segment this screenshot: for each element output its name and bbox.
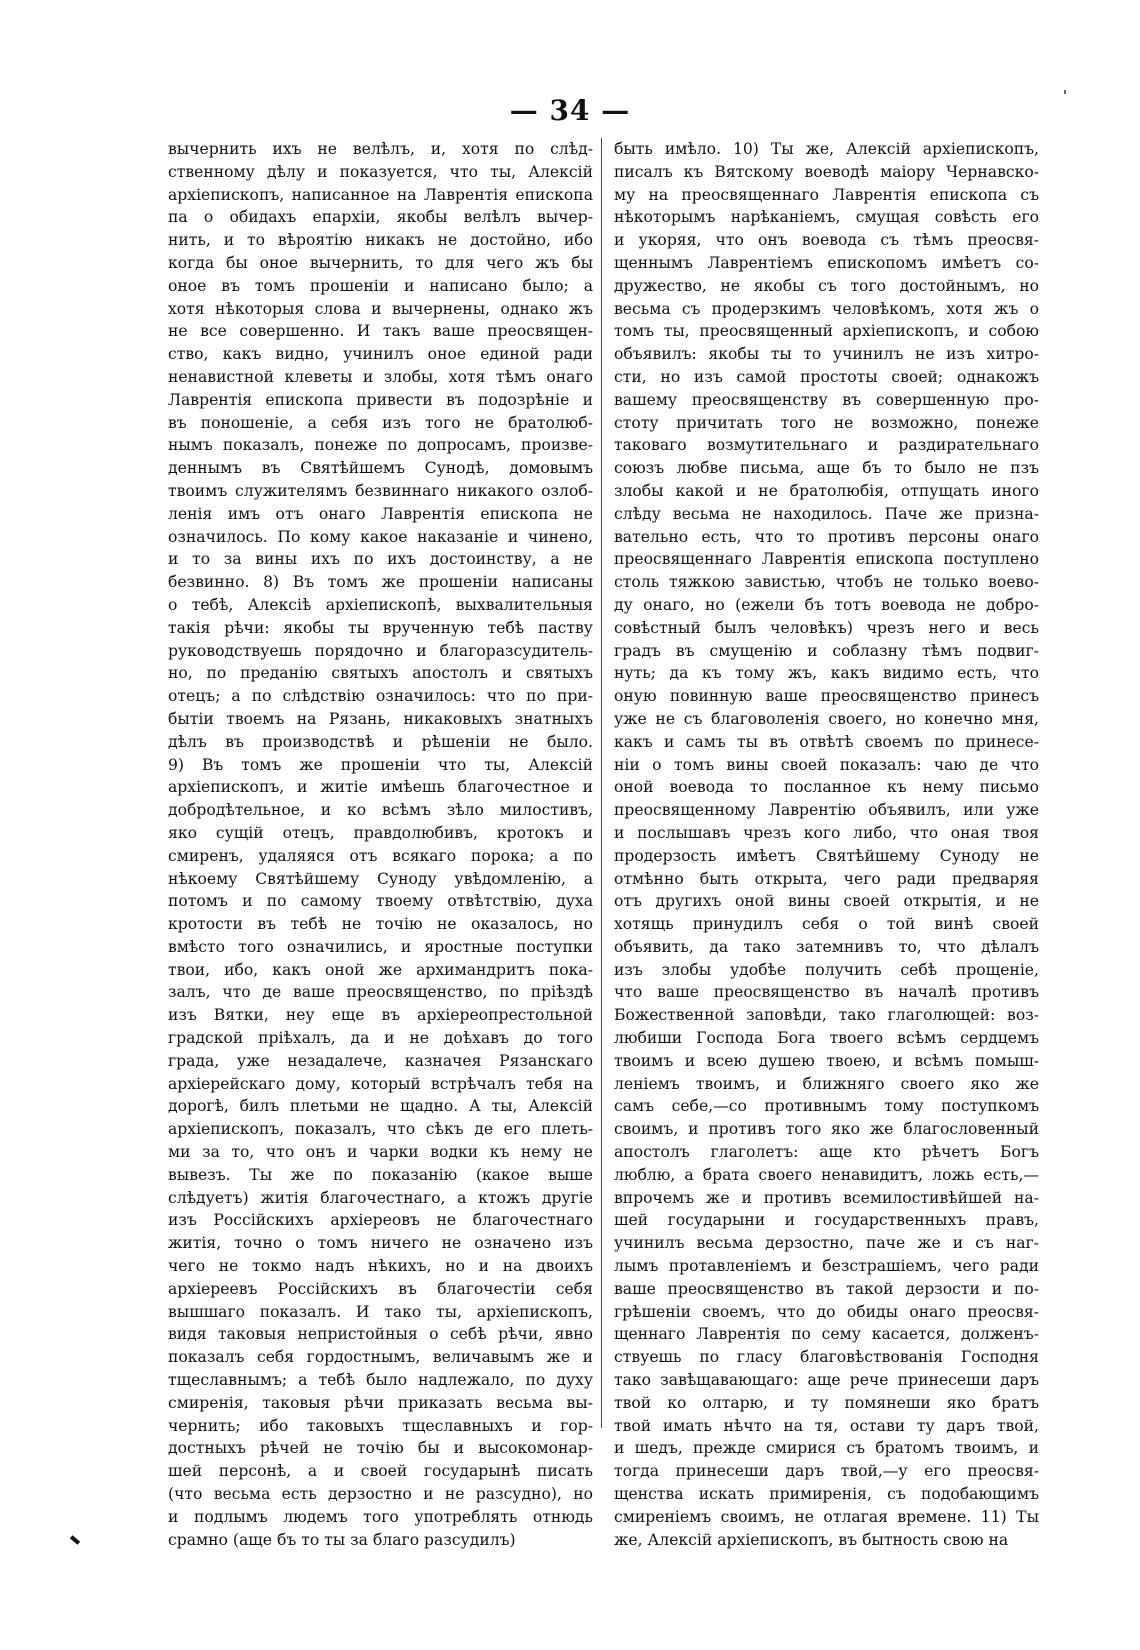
text-line: 9) Въ томъ же прошеніи что ты, Алексій	[168, 755, 593, 774]
text-line: залъ, что де ваше преосвященство, по пріѣздѣ	[168, 983, 593, 1002]
text-line: твой ко олтарю, и ту помянеши яко братъ	[614, 1393, 1039, 1412]
text-line: (что весьма есть дерзостно и не разсудно), но	[168, 1485, 593, 1504]
text-line: ленія имъ отъ онаго Лаврентія епископа не	[168, 504, 593, 523]
text-line: градской пріѣхалъ, да и не доѣхавъ до того	[168, 1029, 593, 1048]
text-line: чего не токмо надъ нѣкихъ, но и на двоихъ	[168, 1257, 593, 1276]
text-line: впрочемъ же и противъ всемилостивѣйшей на-	[614, 1188, 1039, 1207]
text-line: и укоряя, что онъ воевода съ тѣмъ преосвя-	[614, 231, 1039, 250]
text-line: срамно (аще бъ то ты за благо разсудилъ)	[168, 1530, 516, 1549]
scan-mark	[70, 1535, 80, 1544]
text-line: столь тяжкою завистью, чтобъ не только воево-	[614, 573, 1039, 592]
text-line: нѣкоторымъ нарѣканіемъ, смущая совѣсть его	[614, 208, 1039, 227]
text-line: Божественной заповѣди, тако глаголющей: воз-	[614, 1006, 1039, 1025]
text-line: твои, ибо, какъ оной же архимандритъ пока-	[168, 960, 593, 979]
text-line: оную повинную ваше преосвященство принесъ	[614, 687, 1039, 706]
column-divider	[601, 138, 602, 1428]
text-line: дорогѣ, билъ плетьми не щадно. А ты, Алексій	[168, 1097, 593, 1116]
text-line: нымъ показалъ, понеже по допросамъ, произве-	[168, 436, 593, 455]
text-line: изъ Россійскихъ архіереовъ не благочестнаго	[168, 1211, 593, 1230]
text-line: стоту причитать того не возможно, понеже	[614, 413, 1039, 432]
text-line: руководствуешь порядочно и благоразсудитель-	[168, 641, 593, 660]
text-line: уже не съ благоволенія своего, но конечно мня,	[614, 709, 1039, 728]
text-line: томъ ты, преосвященный архіепископъ, и собою	[614, 322, 1039, 341]
text-line: деннымъ въ Святѣйшемъ Сунодѣ, домовымъ	[168, 459, 593, 478]
text-line: Лаврентія епископа привести въ подозрѣніе и	[168, 390, 593, 409]
text-line: вательно есть, что то противъ персоны онаго	[614, 527, 1039, 546]
text-line: вашему преосвященству въ совершенную про-	[614, 390, 1039, 409]
text-line: преосвященнаго Лаврентія епископа поступлено	[614, 550, 1039, 569]
text-line: твой имать нѣчто на тя, остави ту даръ твой,	[614, 1416, 1039, 1435]
scan-mark	[1064, 90, 1066, 94]
text-line: твоимъ и всею душею твоею, и всѣмъ помыш-	[614, 1051, 1039, 1070]
text-line: смиреніемъ своимъ, не отлагая времене. 11) Ты	[614, 1507, 1039, 1526]
text-line: отмѣнно быть открыта, чего ради предваряя	[614, 869, 1039, 888]
text-line: означилось. По кому какое наказаніе и чинено,	[168, 527, 593, 546]
text-line: быть имѣло. 10) Ты же, Алексій архіепископъ,	[614, 140, 1039, 158]
text-line: въ поношеніе, а себя изъ того не братолюб-	[168, 413, 593, 432]
text-line: не все совершенно. И такъ ваше преосвящен-	[168, 322, 593, 341]
text-line: дружество, не якобы съ того достойнымъ, но	[614, 276, 1039, 295]
text-line: му на преосвященнаго Лаврентія епископа съ	[614, 185, 1039, 204]
text-line: самъ себе,—со противнымъ тому поступкомъ	[614, 1097, 1039, 1116]
text-line: ненавистной клеветы и злобы, хотя тѣмъ онаго	[168, 367, 593, 386]
text-line: объявилъ: якобы ты то учинилъ не изъ хитро-	[614, 345, 1039, 364]
text-line: шей персонѣ, а и своей государынѣ писать	[168, 1462, 593, 1481]
text-line: щеннымъ Лаврентіемъ епископомъ имѣетъ со-	[614, 253, 1039, 272]
text-line: града, уже незадалече, казначея Рязанскаго	[168, 1051, 593, 1070]
text-line: союзъ любве письма, аще бъ то было не пзъ	[614, 459, 1039, 478]
text-line: тщеславнымъ; а тебѣ было надлежало, по духу	[168, 1371, 593, 1390]
text-line: любиши Господа Бога твоего всѣмъ сердцемъ	[614, 1029, 1039, 1048]
text-line: люблю, а брата своего ненавидитъ, ложь есть,—	[614, 1165, 1039, 1184]
text-line: весьма съ продерзкимъ человѣкомъ, хотя жъ о	[614, 299, 1039, 318]
text-line: таковаго возмутительнаго и раздирательнаго	[614, 436, 1039, 455]
text-line: совѣстный былъ человѣкъ) чрезъ него и весь	[614, 618, 1039, 637]
text-line: чернить; ибо таковыхъ тщеславныхъ и гор-	[168, 1416, 593, 1435]
text-line: писалъ къ Вятскому воеводѣ маіору Чернавско-	[614, 162, 1039, 181]
text-line: отъ другихъ оной вины своей открытія, и не	[614, 892, 1039, 911]
text-line: смиренъ, удаляяся отъ всякаго порока; а по	[168, 846, 593, 865]
text-line: злобы какой и не братолюбія, отпущать иного	[614, 481, 1039, 500]
text-line: бытіи твоемъ на Рязань, никаковыхъ знатныхъ	[168, 709, 593, 728]
text-line: показалъ себя гордостнымъ, величавымъ же и	[168, 1348, 593, 1367]
text-line: нѣкоему Святѣйшему Суноду увѣдомленію, а	[168, 869, 593, 888]
text-line: архіереевъ Россійскихъ въ благочестіи себя	[168, 1279, 593, 1298]
text-line: оной воевода то посланное къ нему письмо	[614, 778, 1039, 797]
text-line: щенства искать примиренія, съ подобающимъ	[614, 1485, 1039, 1504]
text-line: лымъ протавленіемъ и безстрашіемъ, чего ради	[614, 1257, 1039, 1276]
text-line: апостолъ глаголетъ: аще кто рѣчетъ Богъ	[614, 1143, 1039, 1162]
text-line: грѣшеніи своемъ, что до обиды онаго преосвя-	[614, 1302, 1039, 1321]
text-line: житія, точно о томъ ничего не означено изъ	[168, 1234, 593, 1253]
text-line: учинилъ весьма дерзостно, паче же и съ наг-	[614, 1234, 1039, 1253]
text-line: своимъ, и противъ того яко же благословенный	[614, 1120, 1039, 1139]
text-line: архіепископъ, показалъ, что сѣкъ де его плеть-	[168, 1120, 593, 1139]
text-line: архіепископъ, написанное на Лаврентія епископа	[168, 185, 593, 204]
text-line: безвинно. 8) Въ томъ же прошеніи написаны	[168, 573, 593, 592]
text-line: сти, но изъ самой простоты своей; однакожъ	[614, 367, 1039, 386]
text-line: вмѣсто того означились, и яростные поступки	[168, 937, 593, 956]
text-line: вышшаго показалъ. И тако ты, архіепископъ,	[168, 1302, 593, 1321]
text-line: отецъ; а по слѣдствію означилось: что по при-	[168, 687, 593, 706]
text-line: потомъ и по самому твоему отвѣтствію, духа	[168, 892, 593, 911]
text-line: нуть; да къ тому жъ, какъ видимо есть, что	[614, 664, 1039, 683]
text-line: яко сущій отецъ, правдолюбивъ, кротокъ и	[168, 823, 593, 842]
text-line: объявить, да тако затемнивъ то, что дѣлалъ	[614, 937, 1039, 956]
text-line: нить, и то вѣроятію никакъ не достойно, ибо	[168, 231, 593, 250]
text-line: когда бы оное вычернить, то для чего жъ бы	[168, 253, 593, 272]
text-line: и послышавъ чрезъ кого либо, что оная твоя	[614, 823, 1039, 842]
text-line: дѣлъ въ производствѣ и рѣшеніи не было.	[168, 732, 593, 751]
text-line: тако завѣщавающаго: аще рече принесеши даръ	[614, 1371, 1039, 1390]
text-line: но, по преданію святыхъ апостолъ и святыхъ	[168, 664, 593, 683]
text-line: архіерейскаго дому, который встрѣчалъ тебя на	[168, 1074, 593, 1093]
text-line: ственному дѣлу и показуется, что ты, Алексій	[168, 162, 593, 181]
text-line: архіепископъ, и житіе имѣешь благочестное и	[168, 778, 593, 797]
text-line: слѣдуетъ) житія благочестнаго, а ктожъ другіе	[168, 1188, 593, 1207]
text-line: смиренія, таковыя рѣчи приказать весьма вы-	[168, 1393, 593, 1412]
text-line: шей государыни и государственныхъ правъ,	[614, 1211, 1039, 1230]
text-line: какъ и самъ ты въ отвѣтѣ своемъ по принесе-	[614, 732, 1039, 751]
left-text-column	[168, 138, 593, 1551]
text-line: кротости въ тебѣ не точію не оказалось, но	[168, 915, 593, 934]
text-line: изъ злобы удобѣе получить себѣ прощеніе,	[614, 960, 1039, 979]
text-line: слѣду весьма не находилось. Паче же призна-	[614, 504, 1039, 523]
text-line: градъ въ смущенію и соблазну тѣмъ подвиг-	[614, 641, 1039, 660]
text-line: достныхъ рѣчей не точію бы и высокомонар-	[168, 1439, 593, 1458]
text-line: леніемъ твоимъ, и ближняго своего яко же	[614, 1074, 1039, 1093]
text-line: изъ Вятки, неу еще въ архіереопрестольной	[168, 1006, 593, 1025]
text-line: ствуешь по гласу благовѣствованія Господня	[614, 1348, 1039, 1367]
text-line: оное въ томъ прошеніи и написано было; а	[168, 276, 593, 295]
text-line: ніи о томъ вины своей показалъ: чаю де что	[614, 755, 1039, 774]
text-line: тогда принесеши даръ твой,—у его преосвя-	[614, 1462, 1039, 1481]
text-line: видя таковыя непристойныя о себѣ рѣчи, явно	[168, 1325, 593, 1344]
text-line: и шедъ, прежде смирися съ братомъ твоимъ, и	[614, 1439, 1039, 1458]
text-line: же, Алексій архіепископъ, въ бытность свою на	[614, 1530, 1009, 1549]
text-line: ми за то, что онъ и чарки водки къ нему не	[168, 1143, 593, 1162]
text-line: о тебѣ, Алексіѣ архіепископѣ, выхвалительныя	[168, 595, 593, 614]
text-line: преосвященному Лаврентію объявилъ, или уже	[614, 801, 1039, 820]
text-line: хотя нѣкоторыя слова и вычернены, однако жъ	[168, 299, 593, 318]
right-text-column	[614, 138, 1039, 1551]
text-line: па о обидахъ епархіи, якобы велѣлъ вычер-	[168, 208, 593, 227]
page-number: — 34 —	[509, 94, 631, 127]
text-line: твоимъ служителямъ безвиннаго никакого озлоб-	[168, 481, 593, 500]
text-line: продерзость имѣетъ Святѣйшему Суноду не	[614, 846, 1039, 865]
text-line: и подлымъ людемъ того употреблять отнюдь	[168, 1507, 593, 1526]
text-line: ваше преосвященство въ такой дерзости и по-	[614, 1279, 1039, 1298]
text-line: хотящь принудилъ себя о той винѣ своей	[614, 915, 1039, 934]
text-line: добродѣтельное, и ко всѣмъ зѣло милостивъ,	[168, 801, 593, 820]
text-line: такія рѣчи: якобы ты врученную тебѣ паству	[168, 618, 593, 637]
text-line: и то за вины ихъ по ихъ достоинству, а не	[168, 550, 593, 569]
text-line: вычернить ихъ не велѣлъ, и, хотя по слѣд-	[168, 140, 593, 158]
text-line: что ваше преосвященство въ началѣ противъ	[614, 983, 1039, 1002]
text-line: ство, какъ видно, учинилъ оное единой ради	[168, 345, 593, 364]
text-line: щеннаго Лаврентія по сему касается, долженъ-	[614, 1325, 1039, 1344]
text-line: вывезъ. Ты же по показанію (какое выше	[168, 1165, 593, 1184]
text-line: ду онаго, но (ежели бъ тотъ воевода не добро-	[614, 595, 1039, 614]
